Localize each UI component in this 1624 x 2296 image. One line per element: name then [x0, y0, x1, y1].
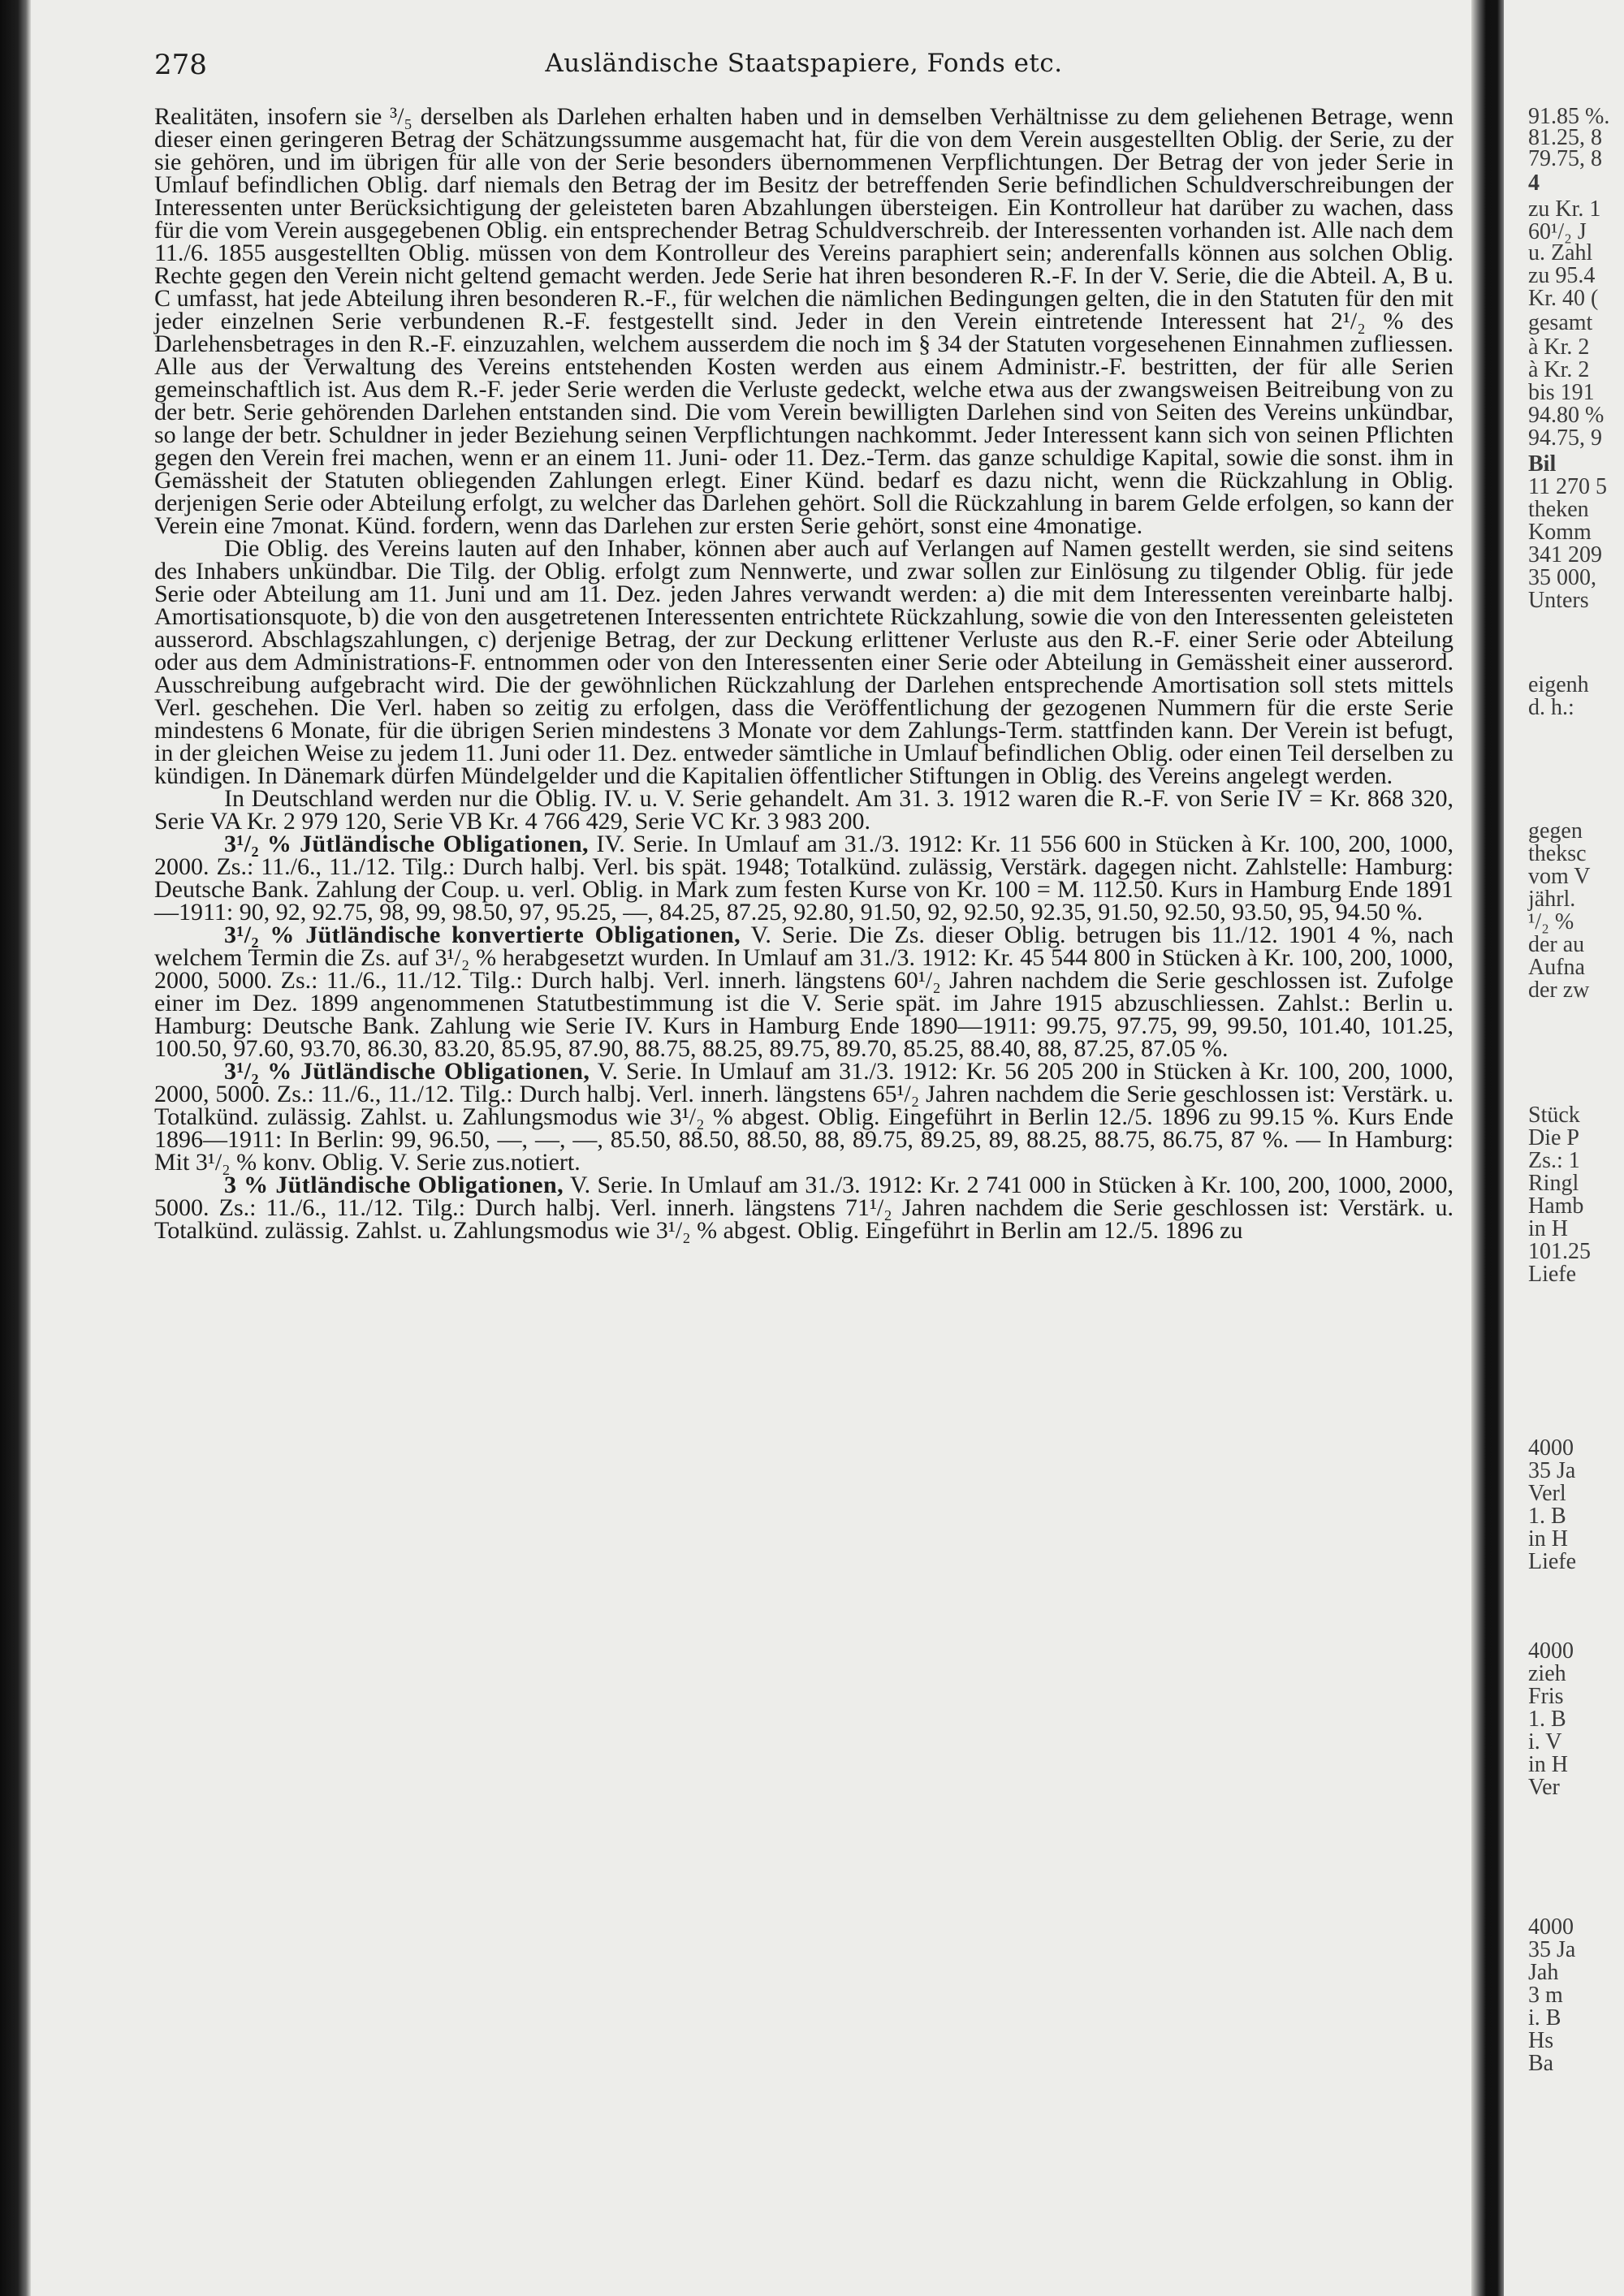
body-paragraph: [154, 785, 1453, 835]
security-heading: 3¹/₂ % Jütländische konvertierte Obligationen,: [224, 921, 741, 948]
facing-page-line: 35 Ja: [1528, 1937, 1576, 1962]
facing-page-line: Aufna: [1528, 955, 1585, 980]
facing-page-line: theken: [1528, 497, 1589, 522]
paragraph-text: Die Oblig. des Vereins lauten auf den Inhaber, können aber auch auf Verlangen auf Namen gestellt werden, sie sind seitens des Inhabers unkündbar. Die Tilg. der Oblig. erfolgt zum Nennwerte, und zwar sollen zur Einlösung zu tilgender Oblig. für jede Serie oder Abteilung am 11. Juni und am 11. Dez. jeden Jahres verwandt werden: a) die mit dem Interessenten vereinbarte halbj. Amortisationsquote, b) die von den ausgetretenen Interessenten entrichtete Rückzahlung, sowie die von den Interessenten geleisteten ausserord. Abschlagszahlungen, c) derjenige Betrag, der zur Deckung erlittener Verluste aus den R.-F. einer Serie oder Abteilung oder aus dem Administrations-F. entnommen oder von den Interessenten einer Serie oder Abteilung in Gemässheit einer ausserord. Ausschreibung aufgebracht wird. Die der gewöhnlichen Rückzahlung der Darlehen entsprechende Amortisation soll stets mittels Verl. geschehen. Die Verl. haben so zeitig zu erfolgen, dass die Veröffentlichung der gezogenen Nummern für die erste Serie mindestens 6 Monate, für die übrigen Serien mindestens 3 Monate vor dem Zahlungs-Term. stattfinden kann. Der Verein ist befugt, in der gleichen Weise zu jedem 11. Juni oder 11. Dez. entweder sämtliche in Umlauf befindlichen Oblig. oder einen Teil derselben zu kündigen. In Dänemark dürfen Mündelgelder und die Kapitalien öffentlicher Stiftungen in Oblig. des Vereins angelegt werden.: [154, 535, 1453, 789]
facing-page-line: 35 Ja: [1528, 1458, 1576, 1483]
facing-page-line: der zw: [1528, 978, 1590, 1003]
paragraph-text: V. Serie. In Umlauf am 31./3. 1912: Kr. 2 741 000 in Stücken à Kr. 100, 200, 1000, 2000, 5000. Zs.: 11./6., 11./12. Tilg.: Durch halbj. Verl. innerh. längstens 71¹/₂ Jahren nachdem die Serie geschlossen ist: Verstärk. u. Totalkünd. zulässig. Zahlst. u. Zahlungsmodus wie 3¹/₂ % abgest. Oblig. Eingeführt in Berlin am 12./5. 1896 zu: [154, 1172, 1454, 1244]
security-heading: 3 % Jütländische Obligationen,: [224, 1172, 564, 1198]
facing-page-line: zu Kr. 1: [1528, 196, 1601, 222]
facing-page-line: zieh: [1528, 1661, 1566, 1686]
facing-page-line: vom V: [1528, 864, 1591, 889]
facing-page-line: 94.75, 9: [1528, 425, 1602, 451]
facing-page-line: in H: [1528, 1752, 1568, 1777]
facing-page-line: Liefe: [1528, 1262, 1577, 1287]
page-number: 278: [154, 49, 207, 81]
facing-page-line: 94.80 %: [1528, 403, 1605, 428]
facing-page-line: i. V: [1528, 1729, 1562, 1754]
facing-page-line: Kr. 40 (: [1528, 286, 1599, 311]
security-heading: 3¹/₂ % Jütländische Obligationen,: [224, 1058, 590, 1085]
security-entry-paragraph: [154, 833, 1453, 924]
facing-page-fragment: [1512, 104, 1624, 2280]
facing-page-line: gesamt: [1528, 310, 1593, 335]
facing-page-line: gegen: [1528, 818, 1583, 844]
facing-page-line: Hamb: [1528, 1193, 1584, 1219]
facing-page-line: ¹/₂ %: [1528, 909, 1574, 934]
facing-page-line: 35 000,: [1528, 565, 1596, 590]
facing-page-line: Komm: [1528, 520, 1592, 545]
facing-page-line: bis 191: [1528, 380, 1595, 405]
running-title: Ausländische Staatspapiere, Fonds etc.: [545, 49, 1063, 78]
paragraph-text: IV. Serie. In Umlauf am 31./3. 1912: Kr. 11 556 600 in Stücken à Kr. 100, 200, 1000, 2000. Zs.: 11./6., 11./12. Tilg.: Durch halbj. Verl. bis spät. 1948; Totalkünd. zulässig, Verstärk. dagegen nicht. Zahlstelle: Hamburg: Deutsche Bank. Zahlung der Coup. u. verl. Oblig. in Mark zum festen Kurse von Kr. 100 = M. 112.50. Kurs in Hamburg Ende 1891—1911: 90, 92, 92.75, 98, 99, 98.50, 97, 95.25, —, 84.25, 87.25, 92.80, 91.50, 92, 92.50, 92.35, 91.50, 92.50, 93.50, 95, 94.50 %.: [154, 831, 1453, 926]
facing-page-line: Hs: [1528, 2028, 1554, 2053]
security-entry-paragraph: [154, 1060, 1453, 1174]
security-entry-paragraph: [154, 921, 1453, 1062]
facing-page-line: jährl.: [1528, 887, 1576, 912]
facing-page-line: eigenh: [1528, 672, 1589, 697]
body-paragraph: [154, 537, 1453, 788]
facing-page-line: Verl: [1528, 1481, 1566, 1506]
facing-page-line: theksc: [1528, 841, 1587, 866]
facing-page-line: 81.25, 8: [1528, 125, 1602, 150]
paragraph-text: In Deutschland werden nur die Oblig. IV. u. V. Serie gehandelt. Am 31. 3. 1912 waren die R.-F. von Serie IV = Kr. 868 320, Serie VA Kr. 2 979 120, Serie VB Kr. 4 766 429, Serie VC Kr. 3 983 200.: [154, 785, 1453, 835]
facing-page-line: à Kr. 2: [1528, 357, 1590, 382]
facing-page-line: Stück: [1528, 1103, 1580, 1128]
facing-page-line: 1. B: [1528, 1504, 1566, 1529]
facing-page-line: 11 270 5: [1528, 474, 1607, 499]
facing-page-line: der au: [1528, 932, 1585, 957]
facing-page-line: Die P: [1528, 1125, 1579, 1150]
facing-page-line: Unters: [1528, 588, 1589, 613]
facing-page-line: 1. B: [1528, 1707, 1566, 1732]
paragraph-text: Realitäten, insofern sie ³/₅ derselben als Darlehen erhalten haben und in demselben Verhältnisse zu dem geliehenen Betrage, wenn dieser einen geringeren Betrag der Schätzungssumme ausgemacht hat, für die von dem Verein ausgestellten Oblig. der Serie, zu der sie gehören, und im übrigen für alle von der Serie besonders übernommenen Verpflichtungen. Der Betrag der von jeder Serie in Umlauf befindlichen Oblig. darf niemals den Betrag der im Besitz der betreffenden Serie befindlichen Schuldverschreibungen der Interessenten unter Berücksichtigung der geleisteten baren Abzahlungen übersteigen. Ein Kontrolleur hat darüber zu wachen, dass für die vom Verein ausgegebenen Oblig. ein entsprechender Betrag Schuldverschreib. der Interessenten vorhanden ist. Alle nach dem 11./6. 1855 ausgestellten Oblig. müssen von dem Kontrolleur des Vereins paraphiert sein; anderenfalls können aus solchen Oblig. Rechte gegen den Verein nicht geltend gemacht werden. Jede Serie hat ihren besonderen R.-F. In der V. Serie, die die Abteil. A, B u. C umfasst, hat jede Abteilung ihren besonderen R.-F., für welchen die nämlichen Bedingungen gelten, die in den Statuten für den mit jeder einzelnen Serie verbundenen R.-F. festgestellt sind. Jeder in den Verein eintretende Interessent hat 2¹/₂ % des Darlehensbetrages in den R.-F. einzuzahlen, welchem ausserdem die noch im § 34 der Statuten vorgesehenen Einnahmen zufliessen. Alle aus der Verwaltung des Vereins entstehenden Kosten werden aus einem Administr.-F. bestritten, der für alle Serien gemeinschaftlich ist. Aus dem R.-F. jeder Serie werden die Verluste gedeckt, welche etwa aus der zwangsweisen Beitreibung von zu der betr. Serie gehörenden Darlehen entstanden sind. Die vom Verein bewilligten Darlehen sind von Seiten des Vereins unkündbar, so lange der betr. Schuldner in jeder Beziehung seinen Verpflichtungen nachkommt. Jeder Interessent kann sich von seinen Pflichten gegen den Verein frei machen, wenn er an einem 11. Juni- oder 11. Dez.-Term. das ganze schuldige Kapital, sowie die sonst. ihm in Gemässheit der Statuten obliegenden Zahlungen erlegt. Einer Künd. bedarf es dazu nicht, wenn die Rückzahlung in Oblig. derjenigen Serie oder Abteilung erfolgt, zu welcher das Darlehen gehört. Soll die Rückzahlung in barem Gelde erfolgen, so kann der Verein eine 7monat. Künd. fordern, wenn das Darlehen zur ersten Serie gehört, sonst eine 4monatige.: [154, 103, 1453, 539]
facing-page-line: Ba: [1528, 2051, 1554, 2076]
facing-page-line: à Kr. 2: [1528, 334, 1590, 360]
body-paragraph: [154, 103, 1453, 539]
security-heading: 3¹/₂ % Jütländische Obligationen,: [224, 831, 589, 857]
facing-page-line: in H: [1528, 1216, 1568, 1241]
facing-page-line: Ver: [1528, 1775, 1560, 1800]
facing-page-line: 101.25: [1528, 1239, 1591, 1264]
paragraph-text: V. Serie. Die Zs. dieser Oblig. betrugen bis 11./12. 1901 4 %, nach welchem Termin die Zs. auf 3¹/₂ % herabgesetzt wurden. In Umlauf am 31./3. 1912: Kr. 45 544 800 in Stücken à Kr. 100, 200, 1000, 2000, 5000. Zs.: 11./6., 11./12. Tilg.: Durch halbj. Verl. innerh. längstens 60¹/₂ Jahren nachdem die Serie geschlossen ist. Zufolge einer im Dez. 1899 angenommenen Statutbestimmung ist die V. Serie spät. im Jahre 1915 abzuschliessen. Zahlst.: Berlin u. Hamburg: Deutsche Bank. Zahlung wie Serie IV. Kurs in Hamburg Ende 1890—1911: 99.75, 97.75, 99, 99.50, 101.40, 101.25, 100.50, 97.60, 93.70, 86.30, 83.20, 85.95, 87.90, 88.75, 88.25, 89.75, 89.70, 85.25, 88.40, 88, 87.25, 87.05 %.: [154, 921, 1453, 1062]
facing-page-line: Bil: [1528, 451, 1557, 477]
paragraph-text: V. Serie. In Umlauf am 31./3. 1912: Kr. 56 205 200 in Stücken à Kr. 100, 200, 1000, 2000, 5000. Zs.: 11./6., 11./12. Tilg.: Durch halbj. Verl. innerh. längstens 65¹/₂ Jahren nachdem die Serie geschlossen ist: Verstärk. u. Totalkünd. zulässig. Zahlst. u. Zahlungsmodus wie 3¹/₂ % abgest. Oblig. Eingeführt in Berlin 12./5. 1896 zu 99.15 %. Kurs Ende 1896—1911: In Berlin: 99, 96.50, —, —, —, 85.50, 88.50, 88.50, 88, 89.75, 89.25, 89, 88.25, 88.75, 86.75, 87 %. — In Hamburg: Mit 3¹/₂ % konv. Oblig. V. Serie zus.notiert.: [154, 1058, 1453, 1176]
body-text: [154, 103, 1454, 1244]
facing-page-line: Fris: [1528, 1684, 1564, 1709]
facing-page-line: 60¹/₂ J: [1528, 219, 1587, 244]
facing-page-line: 3 m: [1528, 1983, 1563, 2008]
facing-page-line: 4: [1528, 170, 1540, 196]
running-head: [154, 49, 1453, 106]
book-gutter: [1471, 0, 1504, 2296]
facing-page-line: Ringl: [1528, 1171, 1579, 1196]
facing-page-line: 4000: [1528, 1914, 1574, 1940]
facing-page-line: u. Zahl: [1528, 240, 1593, 265]
facing-page-line: 4000: [1528, 1638, 1574, 1664]
facing-page-line: 79.75, 8: [1528, 146, 1602, 171]
facing-page-line: d. h.:: [1528, 695, 1574, 720]
security-entry-paragraph: [154, 1174, 1453, 1242]
facing-page-line: 341 209: [1528, 542, 1602, 568]
facing-page-line: in H: [1528, 1526, 1568, 1552]
scan-left-edge: [0, 0, 31, 2296]
facing-page-line: 91.85 %.: [1528, 104, 1610, 129]
facing-page-line: 4000: [1528, 1435, 1574, 1461]
book-page: [154, 49, 1453, 2273]
facing-page-line: i. B: [1528, 2005, 1561, 2031]
facing-page-line: Liefe: [1528, 1549, 1577, 1574]
facing-page-line: Zs.: 1: [1528, 1148, 1580, 1173]
facing-page-line: zu 95.4: [1528, 263, 1596, 288]
facing-page-line: Jah: [1528, 1960, 1559, 1985]
